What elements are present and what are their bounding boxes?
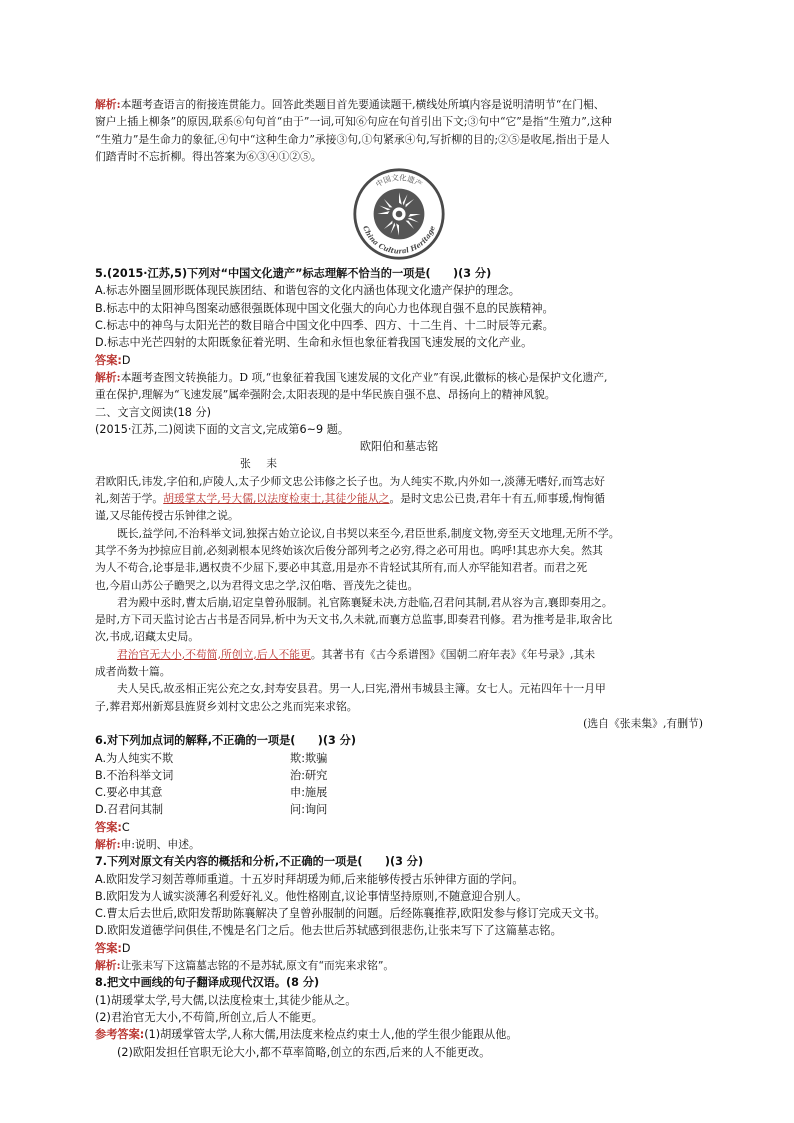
q6-answer: 答案:C [95,820,130,834]
q5-option: A.标志外圈呈圆形既体现民族团结、和谐包容的文化内涵也体现文化遗产保护的理念。 [95,284,520,298]
q8-reference-answer: 参考答案:(1)胡瑗掌管太学,人称大儒,用法度来检点约束士人,他的学生很少能跟从他。 [95,1028,518,1042]
document-page [95,96,703,1061]
q5-analysis: 解析:本题考查图文转换能力。D 项,“也象征着我国飞速发展的文化产业”有误,此徽标的核心是保护文化遗产, [95,370,608,384]
q7-stem: 7.下列对原文有关内容的概括和分析,不正确的一项是( )(3 分) [95,855,424,869]
passage-line: 谨,又尽能传授古乐钟律之说。 [95,509,239,523]
q6-option: B.不治科举文词 治:研究 [95,768,328,782]
section-intro: (2015·江苏,二)阅读下面的文言文,完成第6~9 题。 [95,422,350,436]
q6-option: C.要必申其意 申:施展 [95,786,328,800]
q8-item: (2)君治官无大小,不苟简,所创立,后人不能更。 [95,1010,323,1024]
logo-text-bottom: China Cultural Heritage [361,224,437,256]
china-cultural-heritage-logo [95,167,703,261]
q7-option: D.欧阳发道德学问俱佳,不愧是名门之后。他去世后苏轼感到很悲伤,让张耒写下了这篇墓志铭。 [95,924,562,938]
passage-line: 为人不苟合,论事是非,遇权贵不少屈下,要必申其意,用是亦不肯轻试其所有,而人亦罕能知君者。而君之死 [95,561,588,575]
analysis-line: “生殖力”是生命力的象征,④句中“这种生命力”承接③句,①句紧承④句,写折柳的目的;②⑤是收尾,指出于是人 [95,132,610,146]
logo-text-top: 中国文化遗产 [374,173,424,190]
underlined-sentence-1: 胡瑗掌太学,号大儒,以法度检束士,其徒少能从之 [163,492,390,506]
section-heading: 二、文言文阅读(18 分) [95,405,212,419]
q6-analysis: 解析:申:说明、申述。 [95,837,200,851]
passage-line: 既长,益学问,不治科举文词,独探古始立论议,自书契以来至今,君臣世系,制度文物,旁至天文地理,无所不学。 [117,526,620,540]
q6-option: D.召君问其制 问:询问 [95,803,328,817]
passage-line: 次,书成,诏藏太史局。 [95,630,200,644]
passage-line: 其学不务为抄掠应目前,必刻剥根本见终始该次后俊分部列考之必穷,得之必可用也。呜呼!其忠亦大矣。然其 [95,543,603,557]
passage-line: 成者尚数十篇。 [95,665,171,679]
passage-line: 也,今眉山苏公子瞻哭之,以为君得文忠之学,汉伯喈、晋茂先之徒也。 [95,578,419,592]
underlined-sentence-2: 君治官无大小,不苟简,所创立,后人不能更 [117,647,311,661]
sun-bird-emblem-icon [352,167,446,261]
q8-stem: 8.把文中画线的句子翻译成现代汉语。(8 分) [95,976,320,990]
q5-answer: 答案:D [95,353,131,367]
q5-option: D.标志中光芒四射的太阳既象征着光明、生命和永恒也象征着我国飞速发展的文化产业。 [95,336,533,350]
q7-option: A.欧阳发学习刻苦尊师重道。十五岁时拜胡瑗为师,后来能够传授古乐钟律方面的学问。 [95,872,524,886]
passage-line: 礼,刻苦于学。胡瑗掌太学,号大儒,以法度检束士,其徒少能从之。是时文忠公已贵,君年十有五,师事瑗,恂恂循 [95,492,605,506]
passage-line: 君治官无大小,不苟简,所创立,后人不能更。其著书有《古今系谱图》《国朝二府年表》《年号录》,其未 [117,647,595,661]
q5-analysis: 重在保护,理解为“飞速发展”属牵强附会,太阳表现的是中华民族自强不息、昂扬向上的精神风貌。 [95,388,556,402]
q5-option: B.标志中的太阳神鸟图案动感很强既体现中国文化强大的向心力也体现自强不息的民族精神。 [95,301,554,315]
analysis-line: 们踏青时不忘折柳。得出答案为⑥③④①②⑤。 [95,149,322,163]
q7-analysis: 解析:让张耒写下这篇墓志铭的不是苏轼,原文有“而宪来求铭”。 [95,959,395,973]
q5-option: C.标志中的神鸟与太阳光芒的数目暗合中国文化中四季、四方、十二生肖、十二时辰等元素。 [95,319,554,333]
passage-author: 张 耒 [240,457,284,471]
q6-option: A.为人纯实不欺 欺:欺骗 [95,751,328,765]
passage-line: 是时,方下司天监讨论古占书是否同异,析中为天文书,久未就,而襄方总监事,即奏君刊修。君为推考是非,取舍比 [95,613,613,627]
passage-line: 君为殿中丞时,曹太后崩,诏定皇曾孙服制。礼官陈襄疑未决,方赴临,召君问其制,君从容为言,襄即奏用之。 [117,595,613,609]
q6-stem: 6.对下列加点词的解释,不正确的一项是( )(3 分) [95,734,356,748]
q5-stem: 5.(2015·江苏,5)下列对“中国文化遗产”标志理解不恰当的一项是( )(3 分) [95,267,492,281]
passage-line: 子,葬君郑州新郑县旌贤乡刘村文忠公之兆而宪来求铭。 [95,699,358,713]
q8-reference-answer: (2)欧阳发担任官职无论大小,都不草率简略,创立的东西,后来的人不能更改。 [117,1045,491,1059]
analysis-line: 窗户上插上柳条”的原因,联系⑥句句首“由于”一词,可知⑥句应在句首引出下文;③句中“它”是指“生殖力”,这种 [95,115,612,129]
q7-option: C.曹太后去世后,欧阳发帮助陈襄解决了皇曾孙服制的问题。后经陈襄推荐,欧阳发参与修订完成天文书。 [95,907,606,921]
analysis-line: 解析:本题考查语言的衔接连贯能力。回答此类题目首先要通读题干,横线处所填内容是说明清明节“在门楣、 [95,98,605,111]
analysis-label: 解析: [95,98,121,111]
passage-source: (选自《张耒集》,有删节) [583,716,703,730]
q7-option: B.欧阳发为人诚实淡薄名利爱好礼义。他性格刚直,议论事情坚持原则,不随意迎合别人。 [95,889,528,903]
passage-line: 夫人吴氏,故丞相正宪公充之女,封寿安县君。男一人,曰宪,滑州韦城县主簿。女七人。元祐四年十一月甲 [117,682,606,696]
passage-title: 欧阳伯和墓志铭 [359,440,439,454]
q7-answer: 答案:D [95,941,131,955]
q8-item: (1)胡瑗掌太学,号大儒,以法度检束士,其徒少能从之。 [95,993,357,1007]
passage-line: 君欧阳氏,讳发,字伯和,庐陵人,太子少师文忠公讳修之长子也。为人纯实不欺,内外如一,淡薄无嗜好,而笃志好 [95,474,605,488]
